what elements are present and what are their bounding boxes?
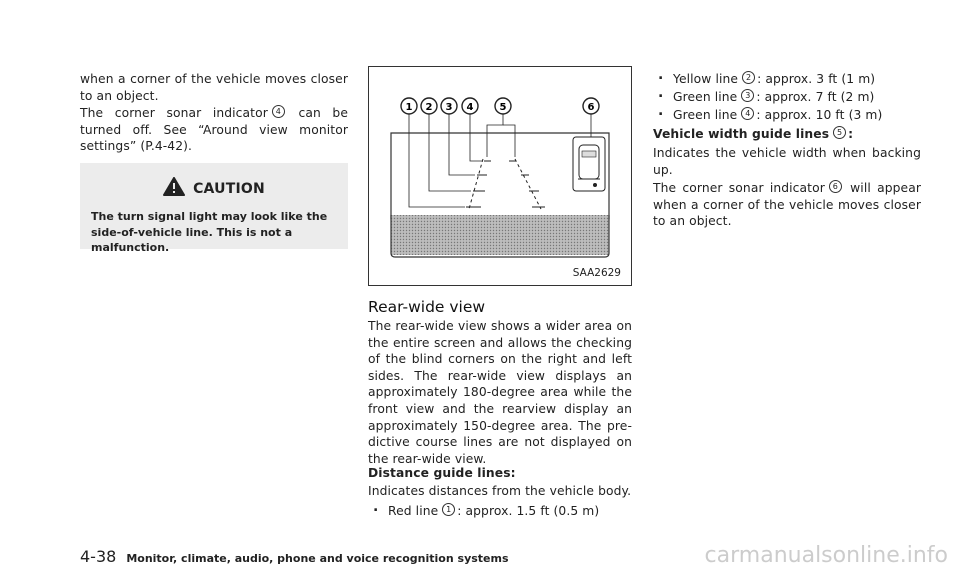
list-item-green-line-2 [653,89,921,106]
list-item-green-line-3 [653,107,921,124]
rear-wide-view-illustration [368,66,632,286]
text: Red line [388,504,439,518]
warning-icon [163,177,185,196]
paragraph-sonar-appear [653,180,921,230]
caution-box [80,163,348,254]
paragraph-continuation: when a corner of the vehicle moves closer to an object. [80,72,348,103]
callout-number: 4 [741,107,754,120]
list-item-red-line [368,503,632,520]
text: : approx. 1.5 ft (0.5 m) [457,504,600,518]
text: Green line [673,108,738,122]
text: Yellow line [673,72,739,86]
figure-label: SAA2629 [572,267,621,279]
page-number: 4-38 [80,547,117,566]
text: Vehicle width guide lines [653,127,830,141]
text: will appear when a corner of the vehicle moves closer to an object. [653,181,921,229]
monitor-diagram [369,67,631,285]
callout-3: 3 [445,102,453,113]
callout-2: 2 [425,102,433,113]
text: : approx. 10 ft (3 m) [756,108,883,122]
callout-number: 3 [741,89,754,102]
caution-heading [80,177,348,197]
callout-5: 5 [499,102,507,113]
callout-number: 6 [829,180,842,193]
section-heading: Rear-wide view [368,298,486,316]
paragraph-rear-wide: The rear-wide view shows a wider area on the entire screen and allows the checking of the blind corners on the right and left sides. The rear-wide view displays an approximately 180-degree area while the front view and the rearview display an approximately 150-degree area. The pre-dictive course lines are not displayed on the rear-wide view. [368,319,632,466]
callout-6: 6 [587,102,595,113]
text: The corner sonar indicator [653,181,825,195]
callout-number: 5 [833,126,846,139]
text: The corner sonar indicator [80,106,268,120]
text: : approx. 7 ft (2 m) [756,90,875,104]
subheading-distance: Distance guide lines: [368,466,516,480]
page-footer [80,547,509,566]
text: : approx. 3 ft (1 m) [757,72,876,86]
paragraph-sonar-off [80,105,348,155]
callout-number: 4 [272,105,285,118]
callout-number: 1 [442,503,455,516]
chapter-title: Monitor, climate, audio, phone and voice recognition systems [126,552,509,565]
caution-text: The turn signal light may look like the side-of-vehicle line. This is not a malfunction. [91,210,328,254]
text: : [848,127,854,141]
paragraph-distance: Indicates distances from the vehicle body. [368,484,632,498]
callout-4: 4 [466,102,474,113]
car-icon [573,137,605,191]
list-item-yellow-line [653,71,921,88]
text: Green line [673,90,738,104]
vehicle-bumper [391,215,609,255]
paragraph-vehicle-width: Indicates the vehicle width when backing up. [653,146,921,177]
watermark: carmanualsonline.info [704,543,948,568]
callout-number: 2 [742,71,755,84]
callout-1: 1 [405,102,413,113]
text: can be turned off. See “Around view monitor settings” (P.4-42). [80,106,348,154]
subheading-vehicle-width [653,126,921,143]
caution-title: CAUTION [193,181,265,197]
